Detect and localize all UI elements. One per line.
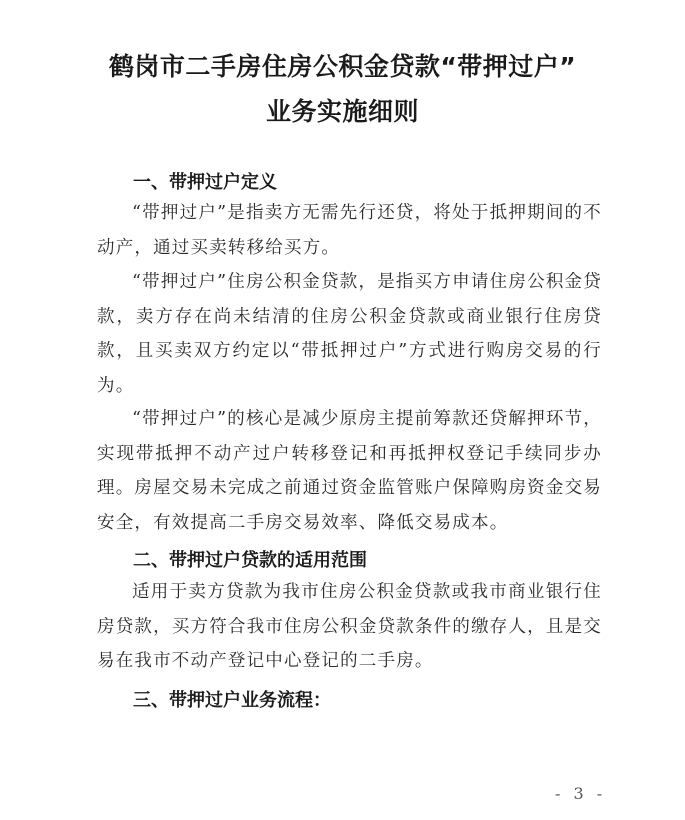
page-number: - 3 - [555, 784, 607, 803]
document-title-line-1: 鹤岗市二手房住房公积金贷款“带押过户” [108, 52, 577, 81]
section-heading-scope: 二、带押过户贷款的适用范围 [133, 550, 367, 571]
section-heading-process: 三、带押过户业务流程： [133, 690, 331, 711]
document-title-line-2: 业务实施细则 [265, 97, 419, 126]
paragraph: 适用于卖方贷款为我市住房公积金贷款或我市商业银行住房贷款，买方符合我市住房公积金贷款条件的缴存人，且是交易在我市不动产登记中心登记的二手房。 [97, 582, 602, 671]
paragraph: “带押过户”是指卖方无需先行还贷，将处于抵押期间的不动产，通过买卖转移给买方。 [97, 203, 602, 258]
paragraph: “带押过户”住房公积金贷款，是指买方申请住房公积金贷款，卖方存在尚未结清的住房公积金贷款或商业银行住房贷款，且买卖双方约定以“带抵押过户”方式进行购房交易的行为。 [97, 272, 602, 396]
section-heading-definition: 一、带押过户定义 [133, 172, 277, 193]
paragraph: “带押过户”的核心是减少原房主提前筹款还贷解押环节，实现带抵押不动产过户转移登记和再抵押权登记手续同步办理。房屋交易未完成之前通过资金监管账户保障购房资金交易安全，有效提高二手房交易效率、降低交易成本。 [97, 409, 602, 533]
